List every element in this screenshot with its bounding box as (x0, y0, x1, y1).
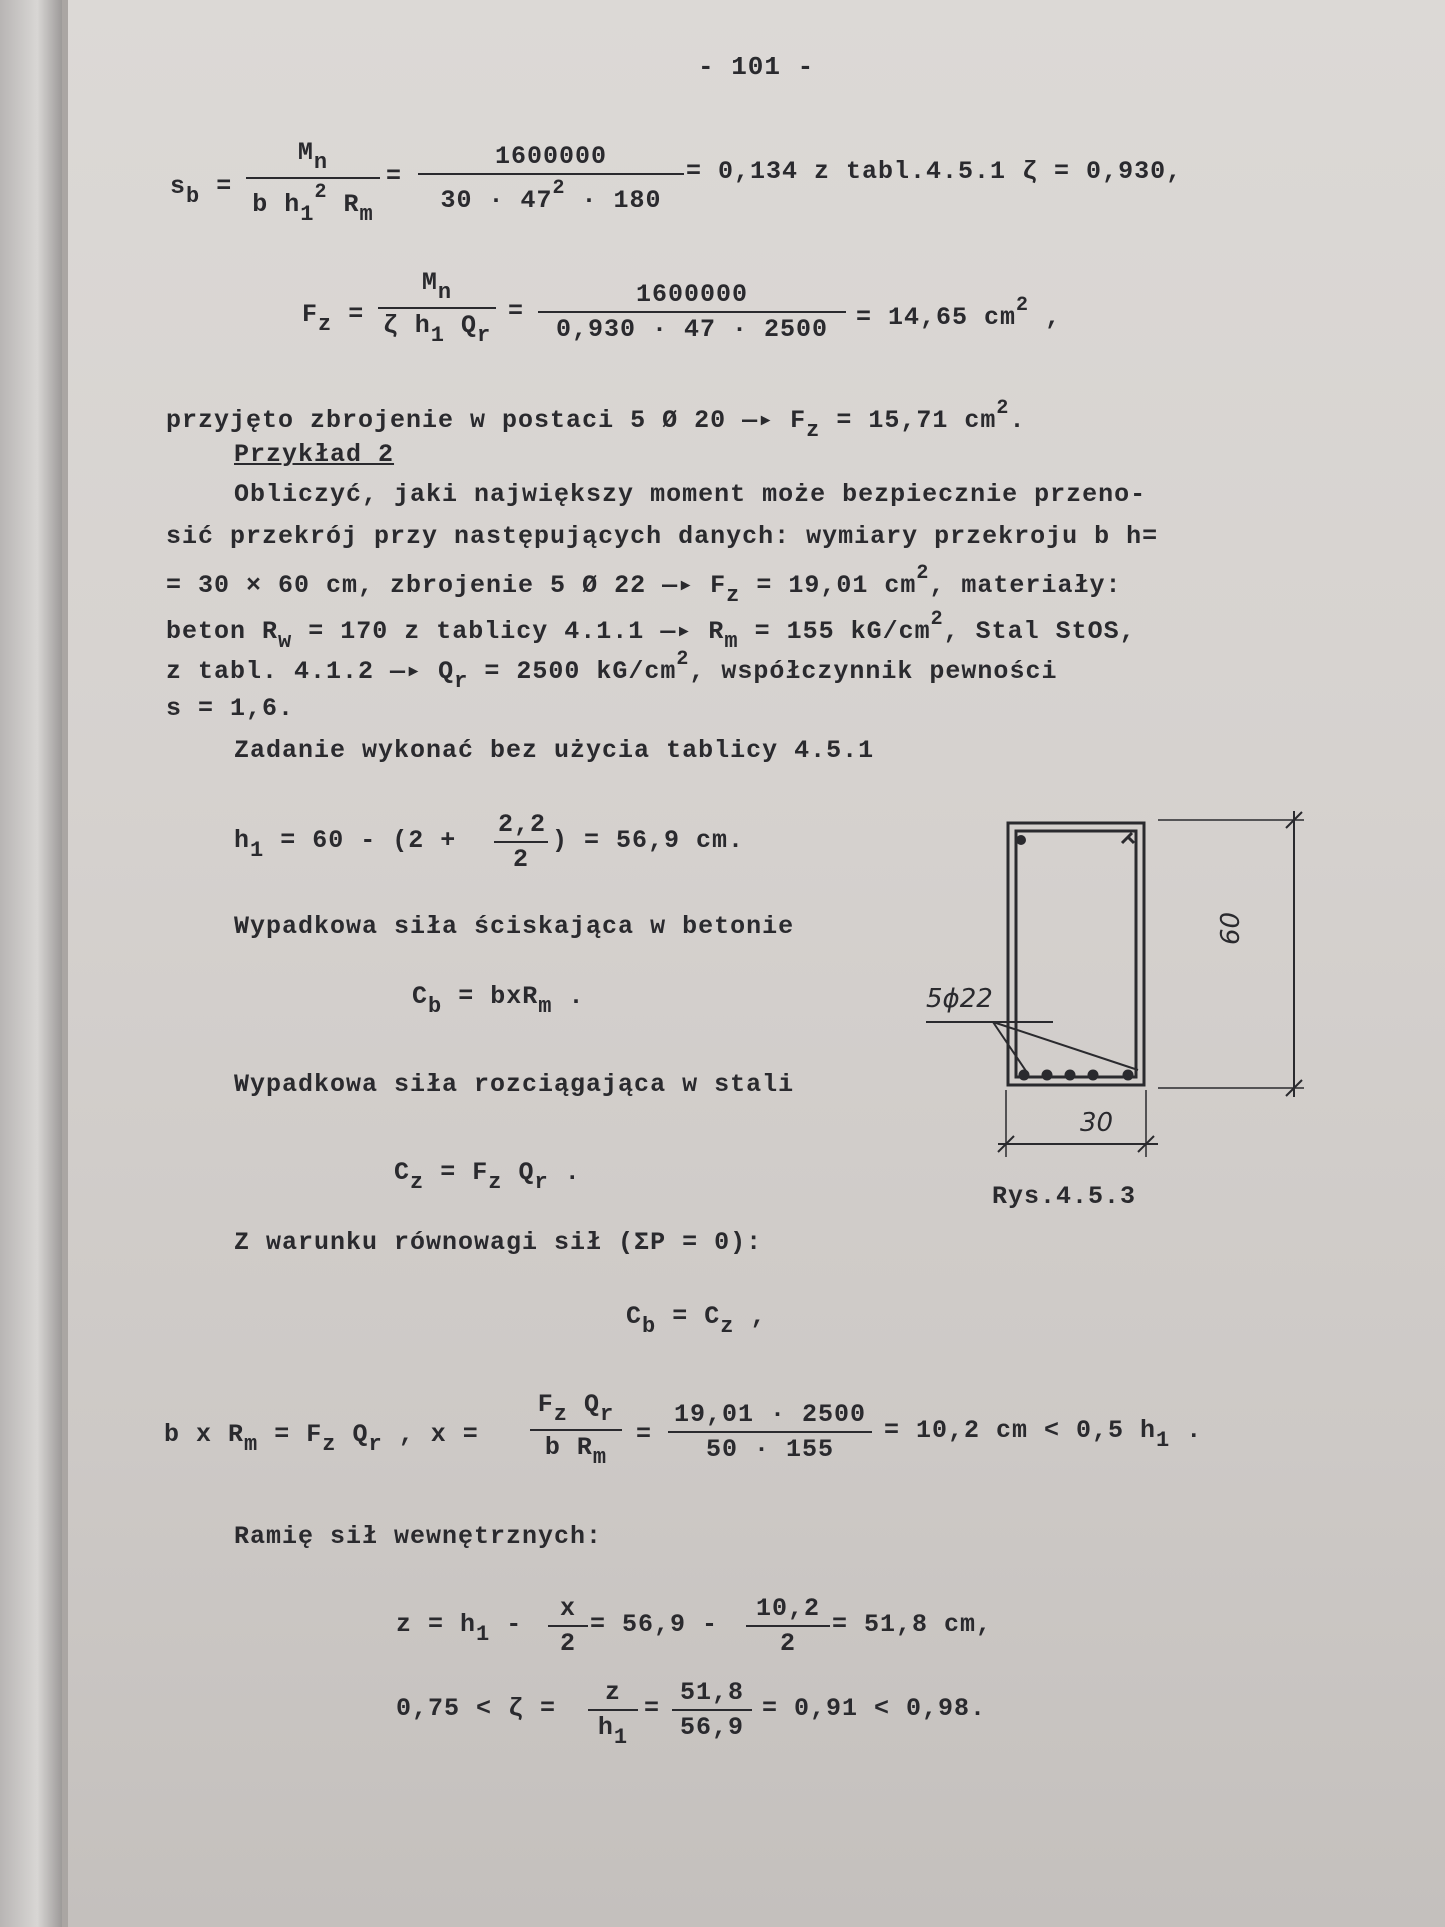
width-dimension-label: 30 (1080, 1108, 1114, 1138)
rebar-1 (1019, 1070, 1030, 1081)
eq-h1-result: ) = 56,9 cm. (552, 826, 745, 855)
compress-label: Wypadkowa siła ściskająca w betonie (234, 912, 795, 941)
lever-k-lhs: 0,75 < ζ = (396, 1694, 557, 1723)
eq-x-fraction-1: $\frac{F_z Q_r}{b R_m}$ (530, 1390, 622, 1470)
paragraph-line-6: s = 1,6. (166, 694, 295, 723)
top-rebar-left (1016, 835, 1026, 845)
paragraph-line-7: Zadanie wykonać bez użycia tablicy 4.5.1 (234, 736, 875, 765)
rebar-label: 5ϕ22 (926, 984, 993, 1014)
lever-z-fraction-1: $\frac{x}{2}$ (548, 1594, 588, 1658)
eq1-fraction-2: $\frac{1600000}{30 \cdot 47^2 \cdot 180}$ (418, 142, 684, 215)
eq2-fraction-2: $\frac{1600000}{0,930 \cdot 47 \cdot 2500}$ (538, 280, 846, 344)
height-dimension-label: 60 (1216, 911, 1246, 945)
eq1-fraction-1: $\frac{M_n}{b h_1^2 R_m}$ (246, 138, 380, 227)
page-number: - 101 - (698, 52, 815, 82)
lever-label: Ramię sił wewnętrznych: (234, 1522, 603, 1551)
eq-h1-fraction: $\frac{2,2}{2}$ (494, 810, 548, 874)
eq-x-lhs: b x $R_m = F_z$ $Q_r$ , x = (164, 1420, 479, 1457)
equilibrium-label: Z warunku równowagi sił (ΣP = 0): (234, 1228, 763, 1257)
eq-x-result: = 10,2 cm < 0,5 $h_1$ . (884, 1416, 1203, 1453)
text-line-reinforcement: przyjęto zbrojenie w postaci 5 Ø 20 —▸ $F_z = 15,71$ $cm^2$. (166, 397, 1026, 443)
lever-z-result: = 51,8 cm, (832, 1610, 993, 1639)
paragraph-line-3: = 30 × 60 cm, zbrojenie 5 Ø 22 —▸ $F_z = 19,01$ $cm^2$, materiały: (166, 562, 1122, 608)
paragraph-line-4: beton $R_w = 170$ z tablicy 4.1.1 —▸ $R_m = 155$ $kG/cm^2$, Stal StOS, (166, 608, 1136, 654)
figure-caption: Rys.4.5.3 (992, 1182, 1137, 1211)
eq1-lhs: $s_b$ = (170, 172, 233, 209)
lever-z-fraction-2: $\frac{10,2}{2}$ (746, 1594, 830, 1658)
book-left-page-edge (0, 0, 62, 1927)
lever-k-fraction-2: $\frac{51,8}{56,9}$ (672, 1678, 752, 1742)
tension-equation: $C_z = F_z$ $Q_r$ . (394, 1158, 581, 1195)
eq2-equals: = (508, 297, 525, 326)
compress-equation: $C_b = bxR_m$ . (412, 982, 585, 1019)
eq-x-equals: = (636, 1420, 653, 1449)
rebar-2 (1042, 1070, 1053, 1081)
section-outline (1008, 823, 1144, 1085)
paragraph-line-1: Obliczyć, jaki największy moment może bezpiecznie przeno- (234, 480, 1147, 509)
eq1-equals: = (386, 162, 403, 191)
book-page (68, 0, 1445, 1927)
lever-z-lhs: $z = h_1$ - (396, 1610, 523, 1647)
tension-label: Wypadkowa siła rozciągająca w stali (234, 1070, 795, 1099)
lever-z-mid: = 56,9 - (590, 1610, 719, 1639)
lever-k-result: = 0,91 < 0,98. (762, 1694, 987, 1723)
rebar-5 (1123, 1070, 1134, 1081)
eq2-result: = 14,65 $cm^2$ , (856, 294, 1062, 332)
eq2-fraction-1: $\frac{M_n}{\zeta h_1 Q_r}$ (378, 268, 496, 348)
eq2-lhs: $F_z$ = (302, 300, 365, 337)
eq-h1-lhs: $h_1 = 60 - (2$ + (234, 826, 457, 863)
example-heading: Przykład 2 (234, 440, 395, 469)
rebar-4 (1088, 1070, 1099, 1081)
rebar-3 (1065, 1070, 1076, 1081)
stirrup-hook (1122, 833, 1134, 843)
paragraph-line-5: z tabl. 4.1.2 —▸ $Q_r = 2500$ $kG/cm^2$, współczynnik pewności (166, 648, 1058, 694)
lever-k-equals: = (644, 1694, 661, 1723)
eq-x-fraction-2: $\frac{19,01 \cdot 2500}{50 \cdot 155}$ (668, 1400, 872, 1464)
lever-k-fraction-1: $\frac{z}{h_1}$ (588, 1678, 638, 1750)
stirrup (1016, 831, 1136, 1077)
eq1-result: = 0,134 z tabl.4.5.1 ζ = 0,930, (686, 157, 1183, 186)
equilibrium-equation: $C_b = C_z$ , (626, 1302, 767, 1339)
paragraph-line-2: sić przekrój przy następujących danych: wymiary przekroju b h= (166, 522, 1159, 551)
